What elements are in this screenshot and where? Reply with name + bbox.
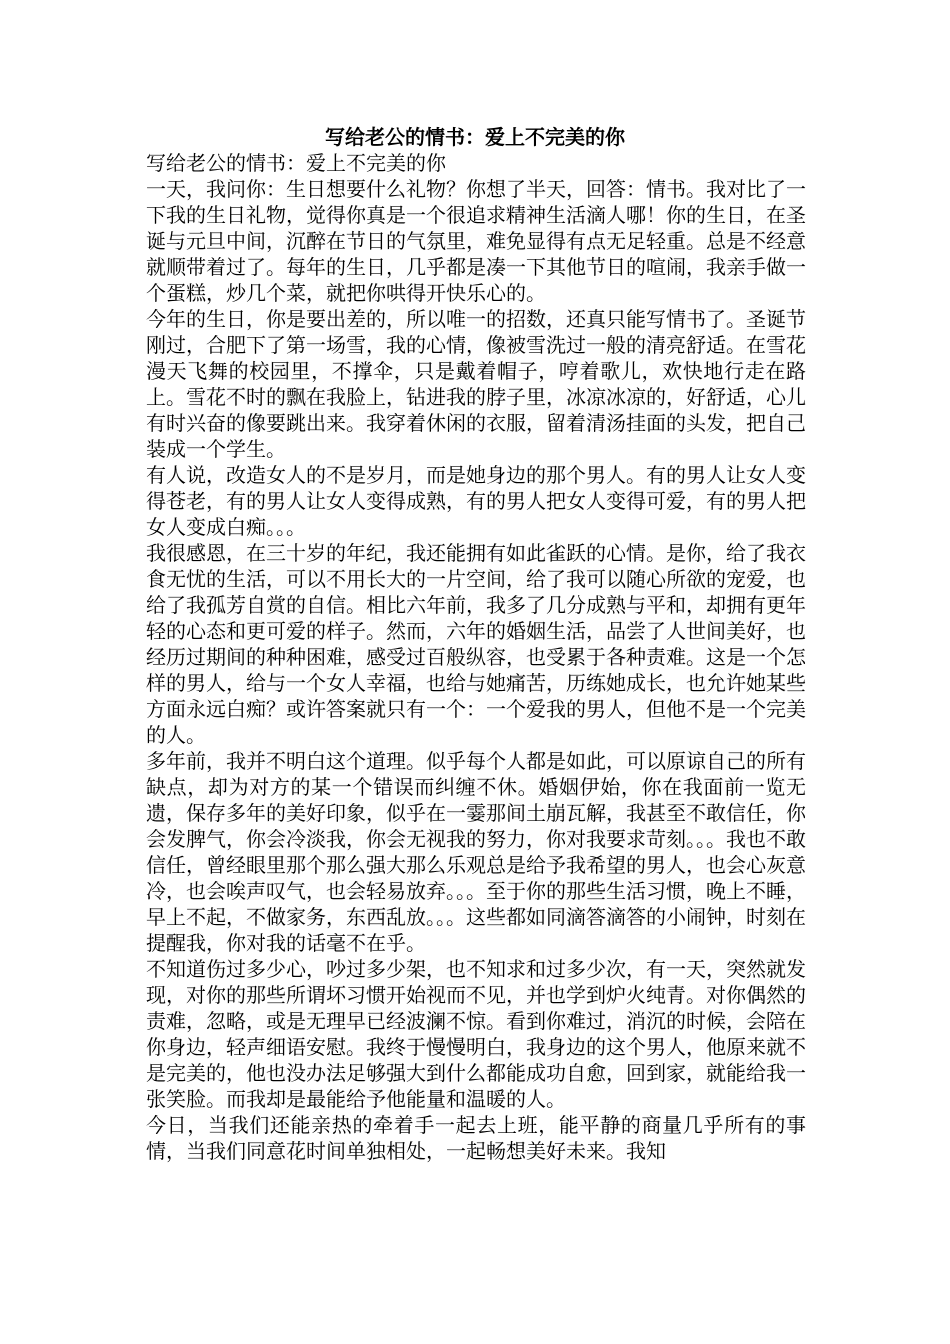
paragraph: 不知道伤过多少心，吵过多少架，也不知求和过多少次，有一天，突然就发现，对你的那些所谓坏习惯开始视而不见，并也学到炉火纯青。对你偶然的责难，忽略，或是无理早已经波澜不惊。看到你难过，消沉的时候，会陪在你身边，轻声细语安慰。我终于慢慢明白，我身边的这个男人，他原来就不是完美的，他也没办法足够强大到什么都能成功自愈，回到家，就能给我一张笑脸。而我却是最能给予他能量和温暖的人。: [146, 957, 806, 1111]
paragraph: 一天，我问你：生日想要什么礼物？你想了半天，回答：情书。我对比了一下我的生日礼物，觉得你真是一个很追求精神生活滴人哪！你的生日，在圣诞与元旦中间，沉醉在节日的气氛里，难免显得有点无足轻重。总是不经意就顺带着过了。每年的生日，几乎都是凑一下其他节日的喧闹，我亲手做一个蛋糕，炒几个菜，就把你哄得开快乐心的。: [146, 177, 806, 305]
document-body: [146, 150, 806, 1164]
document-title: 写给老公的情书：爱上不完美的你: [325, 125, 625, 149]
paragraph: 写给老公的情书：爱上不完美的你: [146, 151, 446, 175]
paragraph: 多年前，我并不明白这个道理。似乎每个人都是如此，可以原谅自己的所有缺点，却为对方的某一个错误而纠缠不休。婚姻伊始，你在我面前一览无遗，保存多年的美好印象，似乎在一霎那间土崩瓦解，我甚至不敢信任，你会发脾气，你会冷淡我，你会无视我的努力，你对我要求苛刻。。。我也不敢信任，曾经眼里那个那么强大那么乐观总是给予我希望的男人，也会心灰意冷，也会唉声叹气，也会轻易放弃。。。至于你的那些生活习惯，晚上不睡，早上不起，不做家务，东西乱放。。。这些都如同滴答滴答的小闹钟，时刻在提醒我，你对我的话毫不在乎。: [146, 749, 806, 955]
paragraph: 今日，当我们还能亲热的牵着手一起去上班，能平静的商量几乎所有的事情，当我们同意花时间单独相处，一起畅想美好未来。我知: [146, 1113, 806, 1163]
paragraph: 有人说，改造女人的不是岁月，而是她身边的那个男人。有的男人让女人变得苍老，有的男人让女人变得成熟，有的男人把女人变得可爱，有的男人把女人变成白痴。。。: [146, 463, 806, 539]
paragraph: 我很感恩，在三十岁的年纪，我还能拥有如此雀跃的心情。是你，给了我衣食无忧的生活，可以不用长大的一片空间，给了我可以随心所欲的宠爱，也给了我孤芳自赏的自信。相比六年前，我多了几分成熟与平和，却拥有更年轻的心态和更可爱的样子。然而，六年的婚姻生活，品尝了人世间美好，也经历过期间的种种困难，感受过百般纵容，也受累于各种责难。这是一个怎样的男人，给与一个女人幸福，也给与她痛苦，历练她成长，也允许她某些方面永远白痴？或许答案就只有一个：一个爱我的男人，但他不是一个完美的人。: [146, 541, 806, 747]
paragraph: 今年的生日，你是要出差的，所以唯一的招数，还真只能写情书了。圣诞节刚过，合肥下了第一场雪，我的心情，像被雪洗过一般的清亮舒适。在雪花漫天飞舞的校园里，不撑伞，只是戴着帽子，哼着歌儿，欢快地行走在路上。雪花不时的飘在我脸上，钻进我的脖子里，冰凉冰凉的，好舒适，心儿有时兴奋的像要跳出来。我穿着休闲的衣服，留着清汤挂面的头发，把自己装成一个学生。: [146, 307, 806, 461]
